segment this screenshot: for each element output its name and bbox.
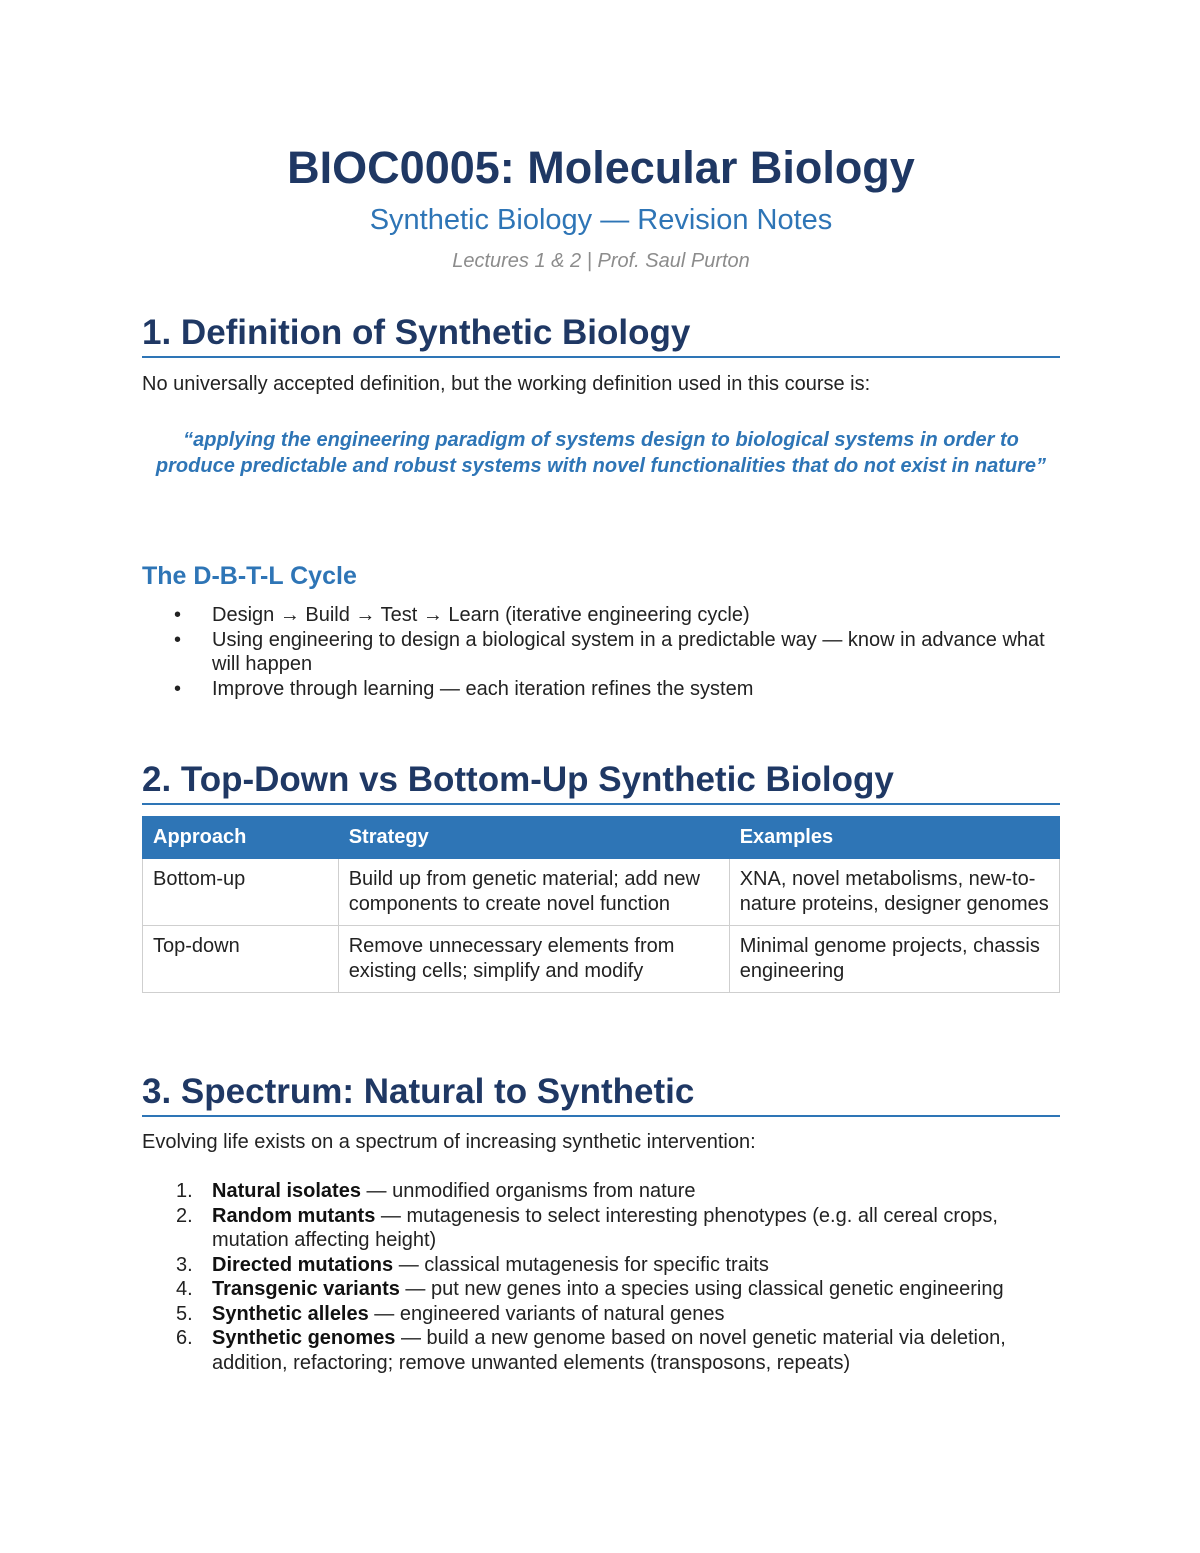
definition-quote: “applying the engineering paradigm of systems design to biological systems in order to produce predictable and robust systems with novel functionalities that do not exist in nature” [155, 429, 1047, 477]
section-heading-definition: 1. Definition of Synthetic Biology [142, 312, 1060, 358]
list-number: 3. [176, 1253, 193, 1276]
list-item-term: Random mutants [212, 1204, 376, 1227]
document-title: BIOC0005: Molecular Biology [287, 142, 915, 193]
list-item [142, 1253, 1060, 1278]
table-cell: Minimal genome projects, chassis engineering [729, 926, 1059, 993]
list-item-desc: — unmodified organisms from nature [360, 1180, 696, 1202]
table-cell: Bottom-up [143, 859, 339, 926]
list-item-term: Synthetic alleles [212, 1302, 369, 1325]
table-row [143, 859, 1060, 926]
list-item [142, 1302, 1060, 1327]
list-item [142, 628, 1060, 677]
list-item-term: Transgenic variants [212, 1278, 400, 1300]
list-item-term: Natural isolates [212, 1180, 361, 1202]
table-row [143, 926, 1060, 993]
list-item-desc: — put new genes into a species using classical genetic engineering [399, 1278, 1004, 1300]
list-item-desc: — engineered variants of natural genes [368, 1302, 725, 1325]
lecture-info: Lectures 1 & 2 | Prof. Saul Purton [452, 250, 750, 272]
column-header-strategy: Strategy [338, 817, 729, 859]
list-item-text: Design → Build → Test → Learn (iterative engineering cycle) [212, 604, 750, 626]
table-cell: Remove unnecessary elements from existing cells; simplify and modify [338, 926, 729, 993]
list-item [142, 603, 1060, 628]
list-item [142, 1204, 1060, 1253]
spectrum-numbered-list [142, 1179, 1060, 1375]
list-number: 4. [176, 1278, 193, 1300]
list-item-term: Synthetic genomes [212, 1327, 396, 1349]
list-item-desc: — mutagenesis to select interesting phenotypes (e.g. all cereal crops, mutation affecting height) [212, 1204, 998, 1251]
list-item-desc: — build a new genome based on novel genetic material via deletion, addition, refactoring; remove unwanted elements (transposons, repeats) [212, 1327, 1006, 1374]
list-item-text: Improve through learning — each iteration refines the system [212, 677, 754, 700]
list-item-text: Using engineering to design a biological system in a predictable way — know in advance what will happen [212, 628, 1045, 675]
list-number: 5. [176, 1302, 193, 1325]
list-number: 2. [176, 1204, 193, 1227]
column-header-examples: Examples [729, 817, 1059, 859]
section-heading-top-down-bottom-up: 2. Top-Down vs Bottom-Up Synthetic Biology [142, 759, 1060, 805]
dbtl-bullet-list [142, 603, 1060, 701]
column-header-approach: Approach [143, 817, 339, 859]
list-item-desc: — classical mutagenesis for specific traits [393, 1253, 769, 1276]
list-item [142, 1179, 1060, 1204]
table-cell: XNA, novel metabolisms, new-to-nature proteins, designer genomes [729, 859, 1059, 926]
list-item [142, 1277, 1060, 1302]
definition-intro: No universally accepted definition, but the working definition used in this course is: [142, 373, 871, 395]
list-item-term: Directed mutations [212, 1253, 394, 1276]
list-number: 6. [176, 1327, 193, 1349]
bullet-icon: • [174, 604, 182, 626]
subheading-dbtl-cycle: The D-B-T-L Cycle [142, 562, 357, 590]
spectrum-intro: Evolving life exists on a spectrum of increasing synthetic intervention: [142, 1131, 756, 1153]
section-heading-spectrum: 3. Spectrum: Natural to Synthetic [142, 1071, 1060, 1117]
document-subtitle: Synthetic Biology — Revision Notes [369, 204, 833, 236]
table-header-row [143, 817, 1060, 859]
table-cell: Build up from genetic material; add new components to create novel function [338, 859, 729, 926]
approach-table [142, 816, 1060, 993]
list-number: 1. [176, 1180, 193, 1202]
list-item [142, 677, 1060, 702]
list-item [142, 1326, 1060, 1375]
bullet-icon: • [174, 677, 182, 700]
bullet-icon: • [174, 628, 182, 651]
table-cell: Top-down [143, 926, 339, 993]
